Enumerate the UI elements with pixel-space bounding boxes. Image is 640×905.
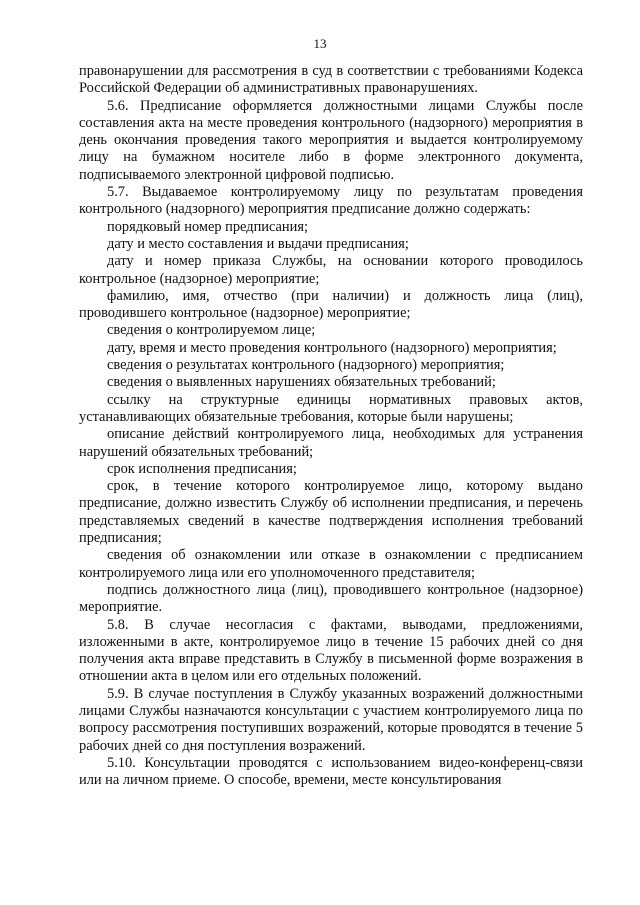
- paragraph: 5.9. В случае поступления в Службу указанных возражений должностными лицами Службы назначаются консультации с участием контролируемого лица по вопросу рассмотрения поступивших возражений, которые проводятся в течение 5 рабочих дней со дня поступления возражений.: [79, 685, 583, 754]
- paragraph: 5.6. Предписание оформляется должностными лицами Службы после составления акта на месте проведения контрольного (надзорного) мероприятия в день окончания проведения такого мероприятия и выдается контролируемому лицу на бумажном носителе либо в форме электронного документа, подписываемого электронной цифровой подписью.: [79, 97, 583, 183]
- paragraph: порядковый номер предписания;: [107, 218, 308, 235]
- paragraph: 5.7. Выдаваемое контролируемому лицу по результатам проведения контрольного (надзорного) мероприятия предписание должно содержать:: [79, 184, 583, 218]
- paragraph: дату и номер приказа Службы, на основании которого проводилось контрольное (надзорное) мероприятие;: [79, 253, 583, 287]
- paragraph: дату и место составления и выдачи предписания;: [107, 235, 409, 252]
- paragraph: срок исполнения предписания;: [107, 460, 297, 477]
- paragraph: 5.10. Консультации проводятся с использованием видео-конференц-связи или на личном приеме. О способе, времени, месте консультирования: [79, 754, 583, 789]
- paragraph: подпись должностного лица (лиц), проводившего контрольное (надзорное) мероприятие.: [79, 581, 583, 616]
- paragraph: фамилию, имя, отчество (при наличии) и должность лица (лиц), проводившего контрольное (надзорное) мероприятие;: [79, 287, 583, 322]
- paragraph: сведения о контролируемом лице;: [107, 322, 316, 339]
- paragraph: дату, время и место проведения контрольного (надзорного) мероприятия;: [107, 339, 557, 356]
- document-body: [79, 63, 583, 789]
- paragraph: ссылку на структурные единицы нормативных правовых актов, устанавливающих обязательные требования, которые были нарушены;: [79, 391, 583, 425]
- page-number: 13: [313, 36, 327, 51]
- paragraph: правонарушении для рассмотрения в суд в соответствии с требованиями Кодекса Российской Федерации об административных правонарушениях.: [79, 63, 583, 97]
- paragraph: сведения об ознакомлении или отказе в ознакомлении с предписанием контролируемого лица или его уполномоченного представителя;: [79, 547, 583, 581]
- paragraph: сведения о выявленных нарушениях обязательных требований;: [107, 374, 496, 391]
- paragraph: 5.8. В случае несогласия с фактами, выводами, предложениями, изложенными в акте, контролируемое лицо в течение 15 рабочих дней со дня получения акта вправе представить в Службу в письменной форме возражения в отношении акта в целом или его отдельных положений.: [79, 616, 583, 685]
- paragraph: сведения о результатах контрольного (надзорного) мероприятия;: [107, 357, 505, 374]
- paragraph: срок, в течение которого контролируемое лицо, которому выдано предписание, должно известить Службу об исполнении предписания, и перечень представляемых сведений в качестве подтверждения исполнения требований предписания;: [79, 478, 583, 547]
- paragraph: описание действий контролируемого лица, необходимых для устранения нарушений обязательных требований;: [79, 426, 583, 460]
